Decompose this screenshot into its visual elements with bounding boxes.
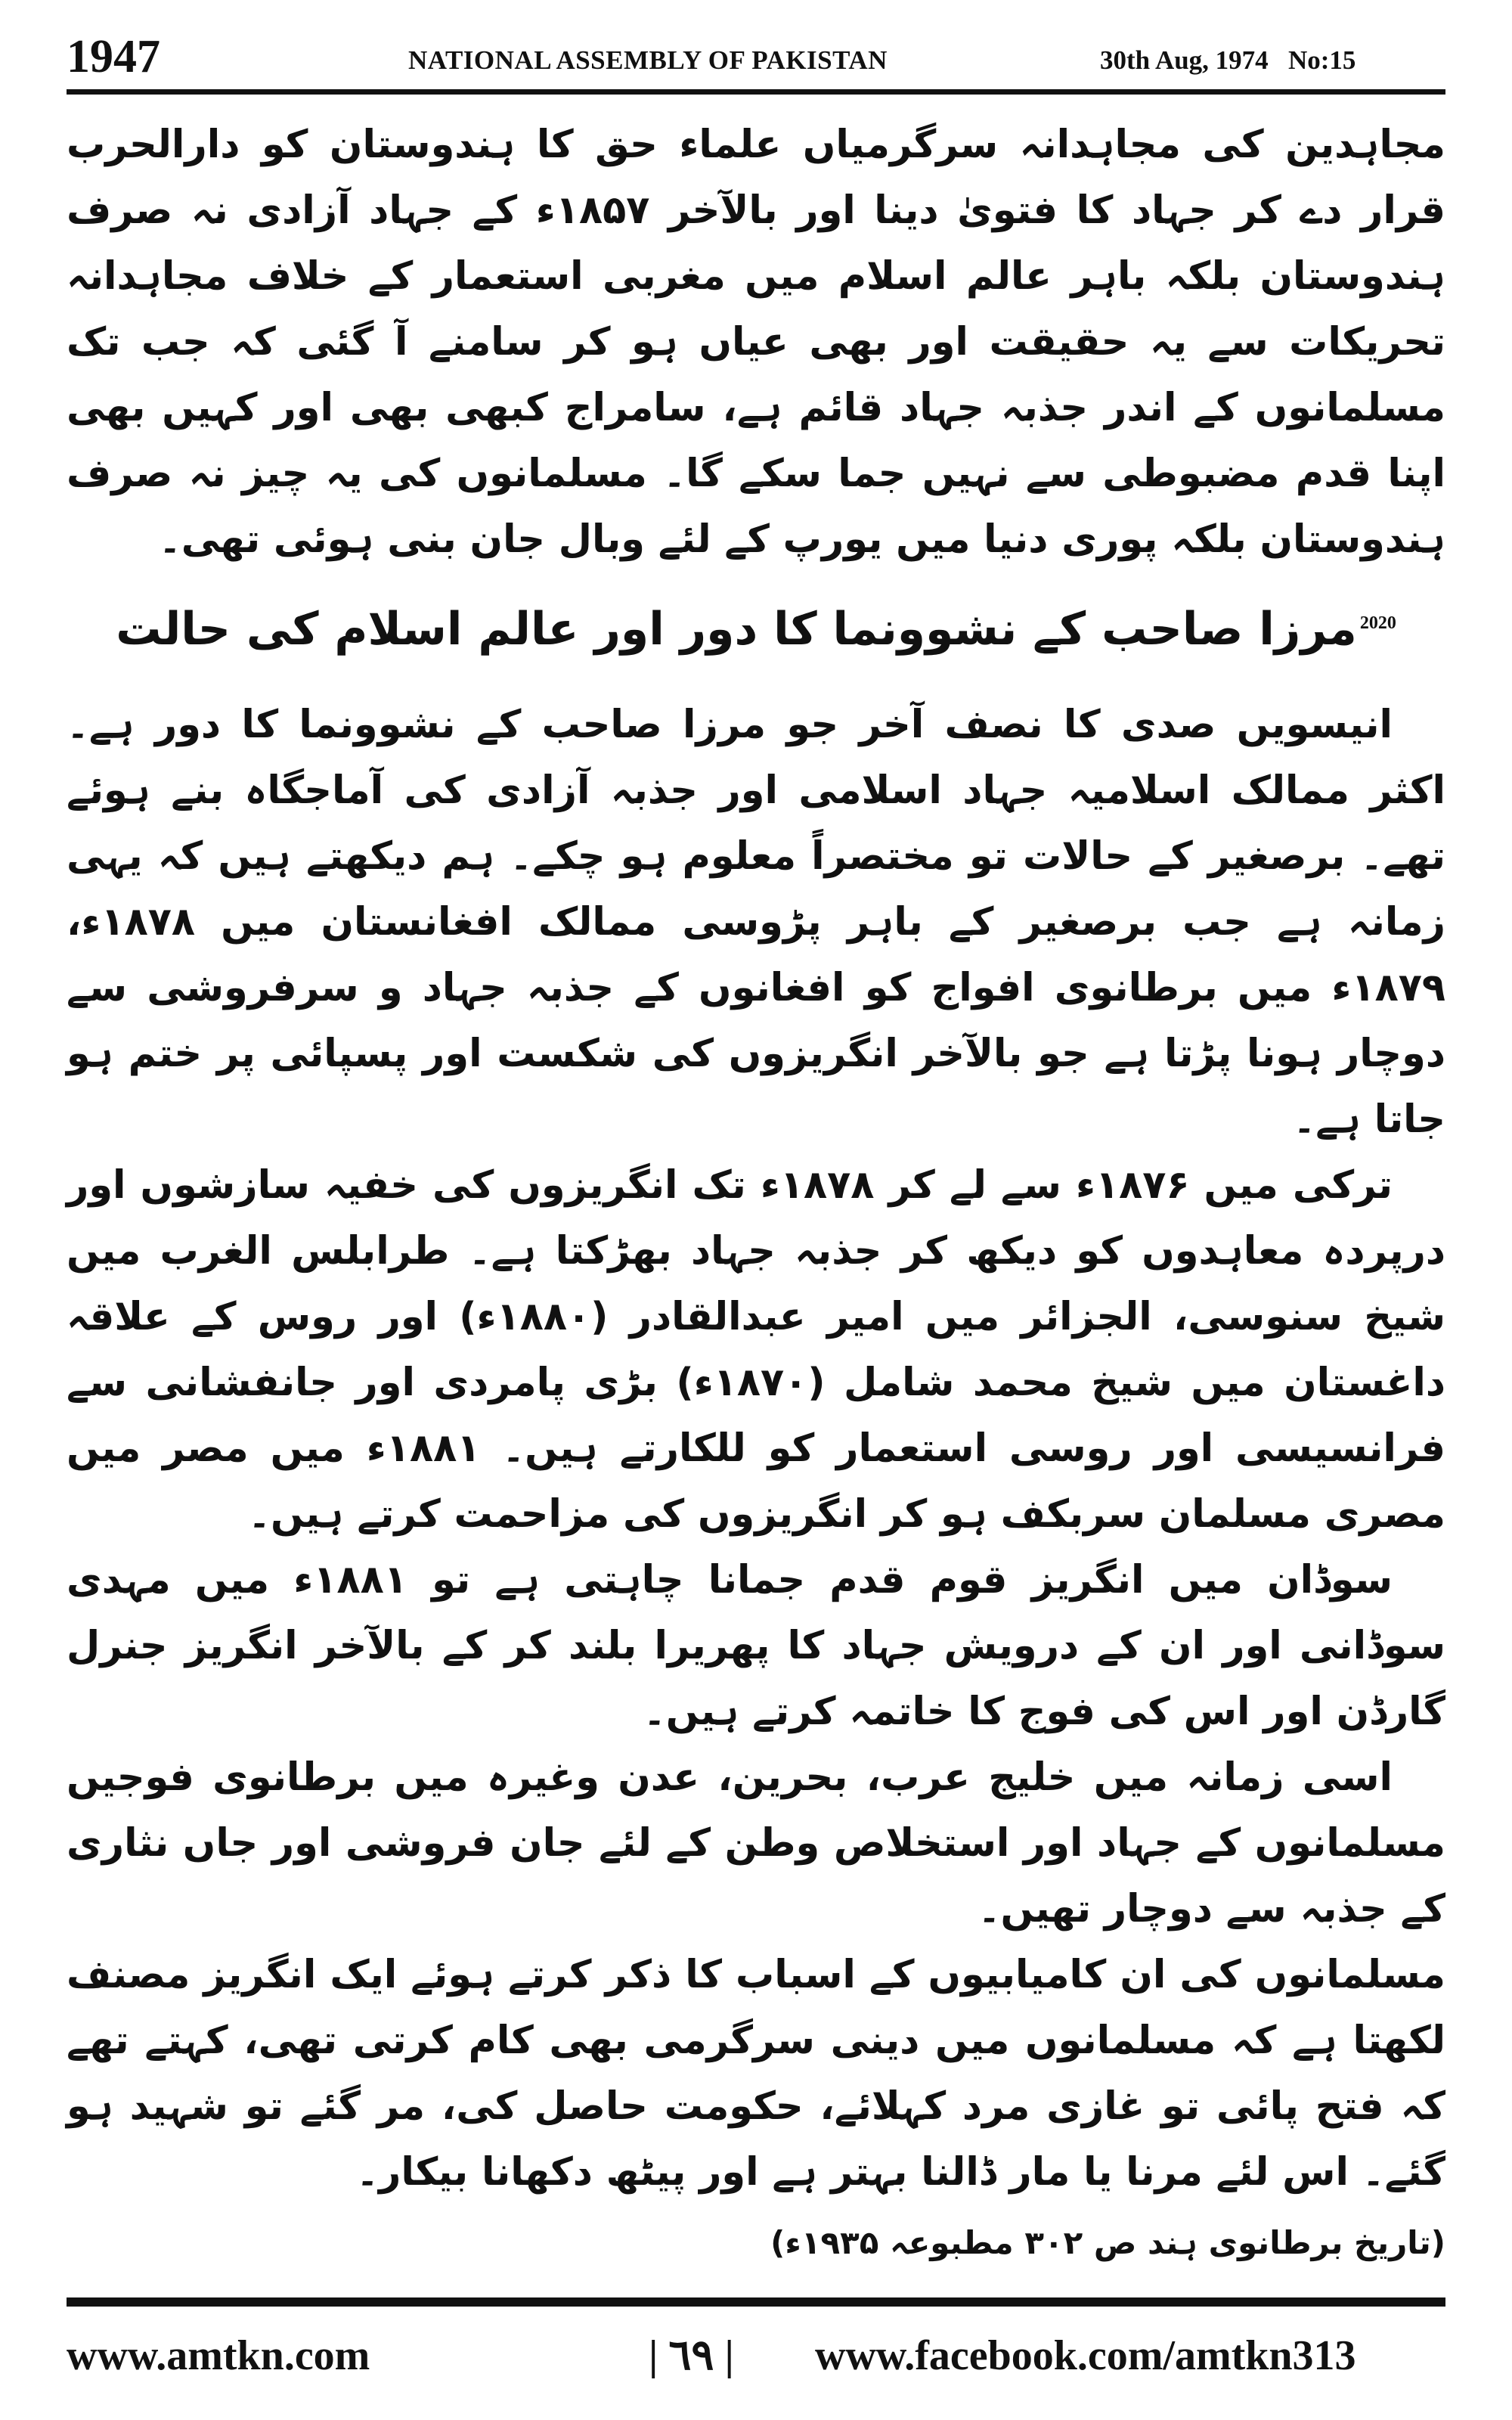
header-page-number: 1947: [67, 31, 160, 82]
footer-rule: [67, 2297, 1445, 2307]
footer-facebook-link[interactable]: www.facebook.com/amtkn313: [815, 2332, 1356, 2379]
paragraph-intro: مجاہدین کی مجاہدانہ سرگرمیاں علماء حق کا ہندوستان کو دارالحرب قرار دے کر جہاد کا فتویٰ دینا اور بالآخر ۱۸۵۷ء کے جہاد آزادی نہ صرف ہندوستان بلکہ باہر عالم اسلام میں مغربی استعمار کے خلاف مجاہدانہ تحریکات سے یہ حقیقت اور بھی عیاں ہو کر سامنے آ گئی کہ جب تک مسلمانوں کے اندر جذبہ جہاد قائم ہے، سامراج کبھی بھی اور کہیں بھی اپنا قدم مضبوطی سے نہیں جما سکے گا۔ مسلمانوں کی یہ چیز نہ صرف ہندوستان بلکہ پوری دنیا میں یورپ کے لئے وبال جان بنی ہوئی تھی۔: [67, 123, 1445, 562]
footnote-mark: 2020: [1359, 613, 1396, 633]
header-date: 30th Aug, 1974: [1100, 45, 1269, 75]
header-title: NATIONAL ASSEMBLY OF PAKISTAN: [408, 45, 888, 75]
paragraph: سوڈان میں انگریز قوم قدم جمانا چاہتی ہے تو ۱۸۸۱ء میں مہدی سوڈانی اور ان کے درویش جہاد کا پھریرا بلند کر کے بالآخر انگریز جنرل گارڈن اور اس کی فوج کا خاتمہ کرتے ہیں۔: [67, 1558, 1445, 1734]
section-heading-text: مرزا صاحب کے نشوونما کا دور اور عالم اسلام کی حالت: [116, 603, 1357, 656]
header-date-issue: [1100, 44, 1356, 77]
section-heading: [67, 589, 1445, 663]
paragraph: ترکی میں ۱۸۷۶ء سے لے کر ۱۸۷۸ء تک انگریزوں کی خفیہ سازشوں اور درپردہ معاہدوں کو دیکھ کر جذبہ جہاد بھڑکتا ہے۔ طرابلس الغرب میں شیخ سنوسی، الجزائر میں امیر عبدالقادر (۱۸۸۰ء) اور روس کے علاقہ داغستان میں شیخ محمد شامل (۱۸۷۰ء) بڑی پامردی اور جانفشانی سے فرانسیسی اور روسی استعمار کو للکارتے ہیں۔ ۱۸۸۱ء میں مصر میں مصری مسلمان سربکف ہو کر انگریزوں کی مزاحمت کرتے ہیں۔: [67, 1163, 1445, 1537]
reference-citation: (تاریخ برطانوی ہند ص ۳۰۲ مطبوعہ ۱۹۳۵ء): [770, 2224, 1445, 2261]
paragraph: مسلمانوں کی ان کامیابیوں کے اسباب کا ذکر کرتے ہوئے ایک انگریز مصنف لکھتا ہے کہ مسلمانوں میں دینی سرگرمی بھی کام کرتی تھی، کہتے تھے کہ فتح پائی تو غازی مرد کہلائے، حکومت حاصل کی، مر گئے تو شہید ہو گئے۔ اس لئے مرنا یا مار ڈالنا بہتر ہے اور پیٹھ دکھانا بیکار۔: [67, 1953, 1445, 2195]
header-rule: [67, 89, 1445, 95]
paragraph: انیسویں صدی کا نصف آخر جو مرزا صاحب کے نشوونما کا دور ہے۔ اکثر ممالک اسلامیہ جہاد اسلامی اور جذبہ آزادی کی آماجگاہ بنے ہوئے تھے۔ برصغیر کے حالات تو مختصراً معلوم ہو چکے۔ ہم دیکھتے ہیں کہ یہی زمانہ ہے جب برصغیر کے باہر پڑوسی ممالک افغانستان میں ۱۸۷۸ء، ۱۸۷۹ء میں برطانوی افواج کو افغانوں کے جذبہ جہاد و سرفروشی سے دوچار ہونا پڑتا ہے جو بالآخر انگریزوں کی شکست اور پسپائی پر ختم ہو جاتا ہے۔: [67, 703, 1445, 1142]
paragraph: اسی زمانہ میں خلیج عرب، بحرین، عدن وغیرہ میں برطانوی فوجیں مسلمانوں کے جہاد اور استخلاص وطن کے لئے جان فروشی اور جاں نثاری کے جذبہ سے دوچار تھیں۔: [67, 1755, 1445, 1931]
footer: [67, 2325, 1445, 2386]
footer-page-marker: | ٦٩ |: [649, 2332, 734, 2379]
footer-website-link[interactable]: www.amtkn.com: [67, 2332, 370, 2379]
document-body: [67, 112, 1445, 2273]
header-issue: No:15: [1287, 45, 1356, 75]
